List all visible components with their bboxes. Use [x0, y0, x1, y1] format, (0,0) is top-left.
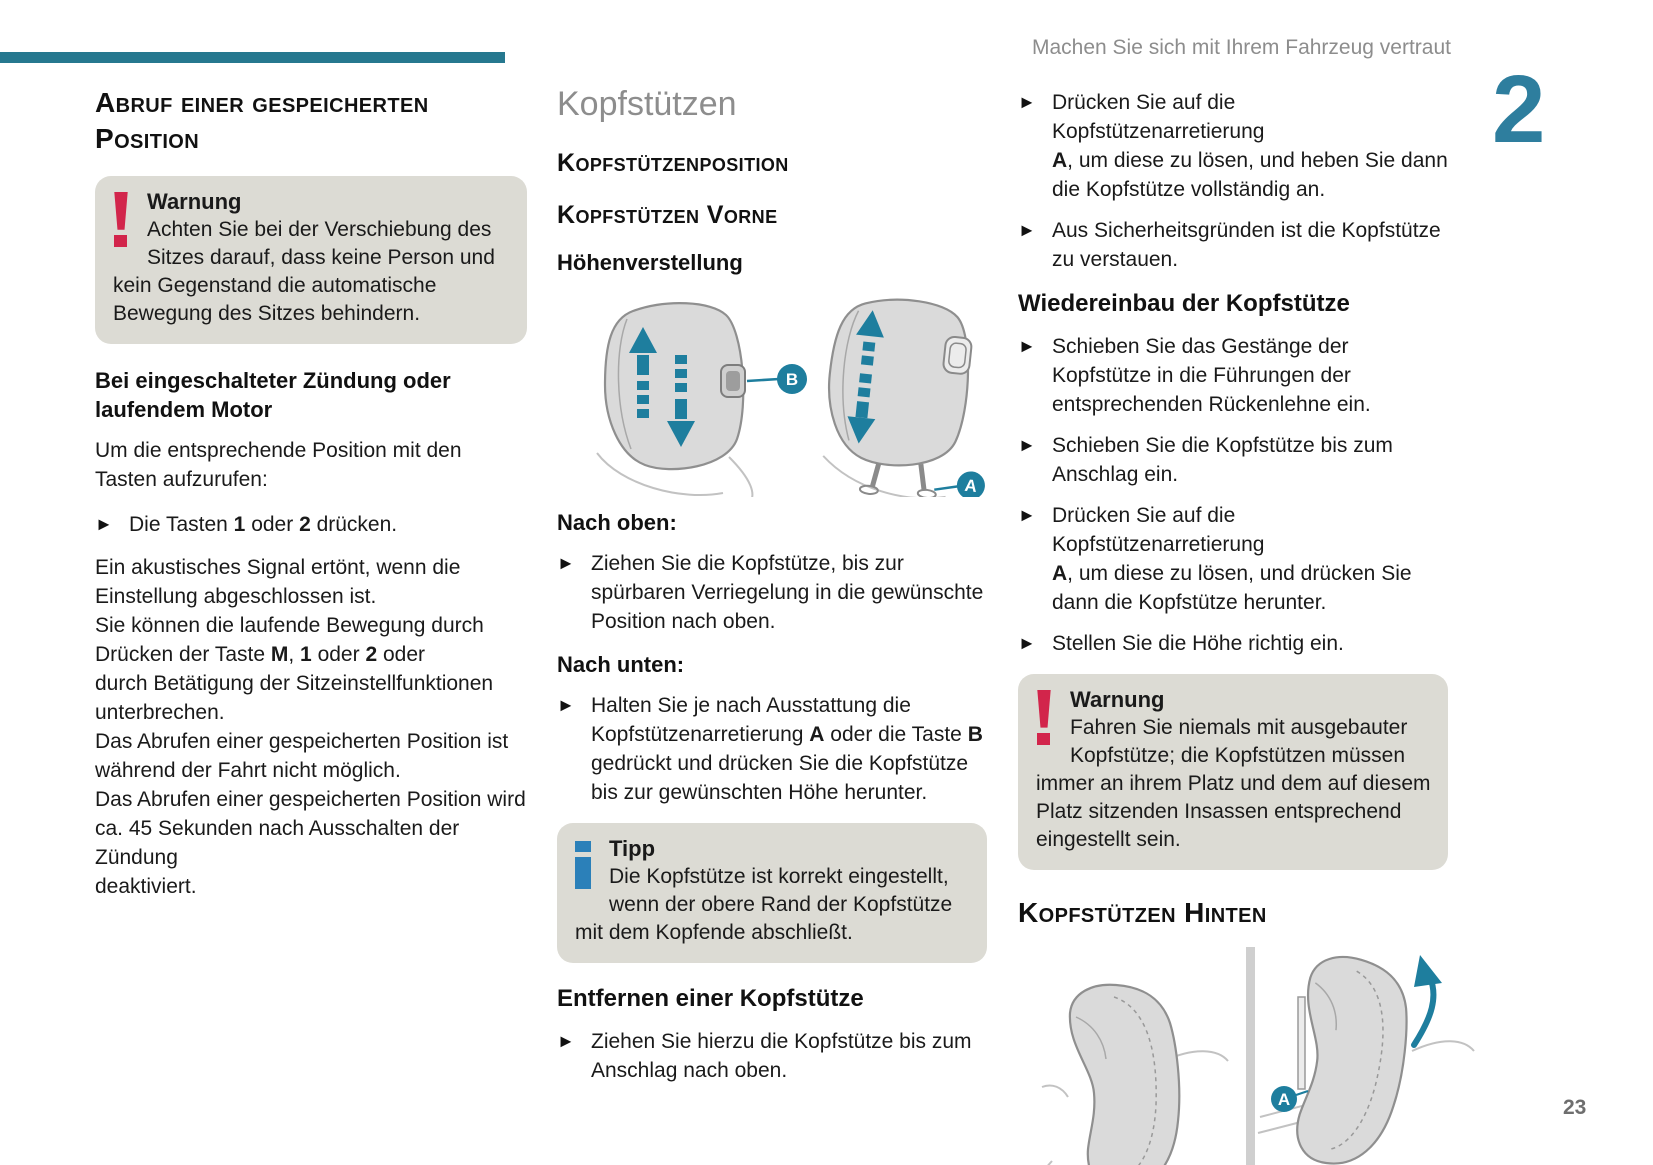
warning-exclamation-icon	[1036, 690, 1054, 748]
section-kopfstuetzen-vorne: Kopfstützen Vorne	[557, 201, 778, 230]
list-item	[1018, 501, 1448, 617]
tip-box	[557, 823, 987, 963]
warning-body: Fahren Sie niemals mit ausgebauter Kopfstütze; die Kopfstützen müssen immer an ihrem Platz und dem auf diesem Platz sitzenden Insassen entsprechend eingestellt sein.	[1036, 715, 1431, 851]
subheading-hoehenverstellung: Höhenverstellung	[557, 250, 743, 276]
column-1	[95, 85, 527, 901]
column-2	[557, 85, 987, 1085]
bullet-text: Drücken Sie auf die Kopfstützenarretierung A, um diese zu lösen, und drücken Sie dann die Kopfstütze herunter.	[1052, 503, 1412, 614]
rear-headrest-figure	[1018, 937, 1488, 1165]
list-item	[557, 691, 987, 807]
figure-divider	[1246, 947, 1255, 1165]
figure-label-b: B	[785, 370, 799, 390]
bullet-text: Ziehen Sie hierzu die Kopfstütze bis zum Anschlag nach oben.	[591, 1029, 972, 1082]
list-item	[1018, 431, 1448, 489]
bullet-arrow-icon: ►	[557, 1030, 575, 1051]
subheading-nach-unten: Nach unten:	[557, 652, 685, 678]
column-3	[1018, 88, 1448, 1165]
list-item	[1018, 332, 1448, 419]
accent-top-bar	[0, 52, 505, 63]
bullet-arrow-icon: ►	[1018, 92, 1036, 112]
chapter-number: 2	[1492, 56, 1544, 163]
bullet-arrow-icon: ►	[1018, 335, 1036, 356]
bullet-arrow-icon: ►	[1018, 632, 1036, 653]
page-number: 23	[1563, 1096, 1587, 1119]
list-item	[557, 549, 987, 636]
bullet-arrow-icon: ►	[1018, 504, 1036, 525]
figure-label-a: A	[1277, 1090, 1291, 1110]
section-kopfstuetzenposition: Kopfstützenposition	[557, 149, 789, 178]
tip-body: Die Kopfstütze ist korrekt eingestellt, wenn der obere Rand der Kopfstütze mit dem Kopfende abschließt.	[575, 865, 953, 945]
list-item	[1018, 629, 1448, 658]
bullet-text: Schieben Sie die Kopfstütze bis zum Anschlag ein.	[1052, 433, 1393, 486]
rear-headrest-left	[1036, 985, 1228, 1165]
bullet-text: Stellen Sie die Höhe richtig ein.	[1052, 631, 1344, 655]
warning-title: Warnung	[147, 188, 242, 214]
list-item	[95, 510, 527, 539]
warning-body: Achten Sie bei der Verschiebung des Sitzes darauf, dass keine Person und kein Gegenstand die automatische Bewegung des Sitzes behindern.	[113, 217, 495, 325]
warning-box	[95, 176, 527, 344]
bullet-text: Drücken Sie auf die Kopfstützenarretierung A, um diese zu lösen, und heben Sie dann die Kopfstütze vollständig an.	[1052, 91, 1448, 201]
intro-text: Um die entsprechende Position mit den Tasten aufzurufen:	[95, 438, 462, 491]
bullet-arrow-icon: ►	[1018, 220, 1036, 240]
warning-exclamation-icon	[113, 192, 131, 250]
paragraph: Ein akustisches Signal ertönt, wenn die Einstellung abgeschlossen ist. Sie können die laufende Bewegung durch Drücken der Taste M, 1 oder 2 oder durch Betätigung der Sitzeinstellfunktionen unterbrechen. Das Abrufen einer gespeicherten Position ist während der Fahrt nicht möglich. Das Abrufen einer gespeicherten Position wird ca. 45 Sekunden nach Ausschalten der Zündung deaktiviert.	[95, 555, 526, 898]
bullet-text: Die Tasten 1 oder 2 drücken.	[129, 512, 398, 536]
front-headrest-left	[597, 303, 807, 497]
page-title: Abruf einer gespeicherten Position	[95, 87, 429, 155]
front-headrest-figure	[557, 285, 987, 497]
section-kopfstuetzen-hinten: Kopfstützen Hinten	[1018, 896, 1267, 928]
bullet-arrow-icon: ►	[557, 695, 575, 716]
bullet-arrow-icon: ►	[1018, 434, 1036, 455]
list-item	[557, 1027, 987, 1085]
section-title-kopfstuetzen: Kopfstützen	[557, 85, 737, 123]
running-header: Machen Sie sich mit Ihrem Fahrzeug vertraut	[1032, 36, 1451, 59]
bullet-text: Aus Sicherheitsgründen ist die Kopfstütze zu verstauen.	[1052, 219, 1441, 271]
bullet-arrow-icon: ►	[557, 553, 575, 574]
subheading-wiedereinbau: Wiedereinbau der Kopfstütze	[1018, 290, 1350, 317]
subheading-nach-oben: Nach oben:	[557, 510, 677, 536]
front-headrest-right	[818, 293, 987, 497]
rear-headrest-right	[1258, 950, 1474, 1165]
bullet-text: Ziehen Sie die Kopfstütze, bis zur spürbaren Verriegelung in die gewünschte Position nach oben.	[591, 552, 984, 634]
subheading-zuendung: Bei eingeschalteter Zündung oder laufendem Motor	[95, 367, 451, 422]
bullet-arrow-icon: ►	[95, 513, 113, 534]
list-item	[1018, 88, 1448, 204]
info-icon	[575, 841, 592, 895]
subheading-entfernen: Entfernen einer Kopfstütze	[557, 985, 864, 1013]
bullet-text: Halten Sie je nach Ausstattung die Kopfstützenarretierung A oder die Taste B gedrückt und drücken Sie die Kopfstütze bis zur gewünschten Höhe herunter.	[591, 694, 983, 805]
warning-box	[1018, 674, 1448, 870]
list-item	[1018, 216, 1448, 274]
figure-label-a: A	[963, 476, 978, 497]
warning-title: Warnung	[1070, 686, 1165, 712]
tip-title: Tipp	[609, 836, 656, 862]
bullet-text: Schieben Sie das Gestänge der Kopfstütze in die Führungen der entsprechenden Rückenlehne ein.	[1052, 334, 1371, 416]
